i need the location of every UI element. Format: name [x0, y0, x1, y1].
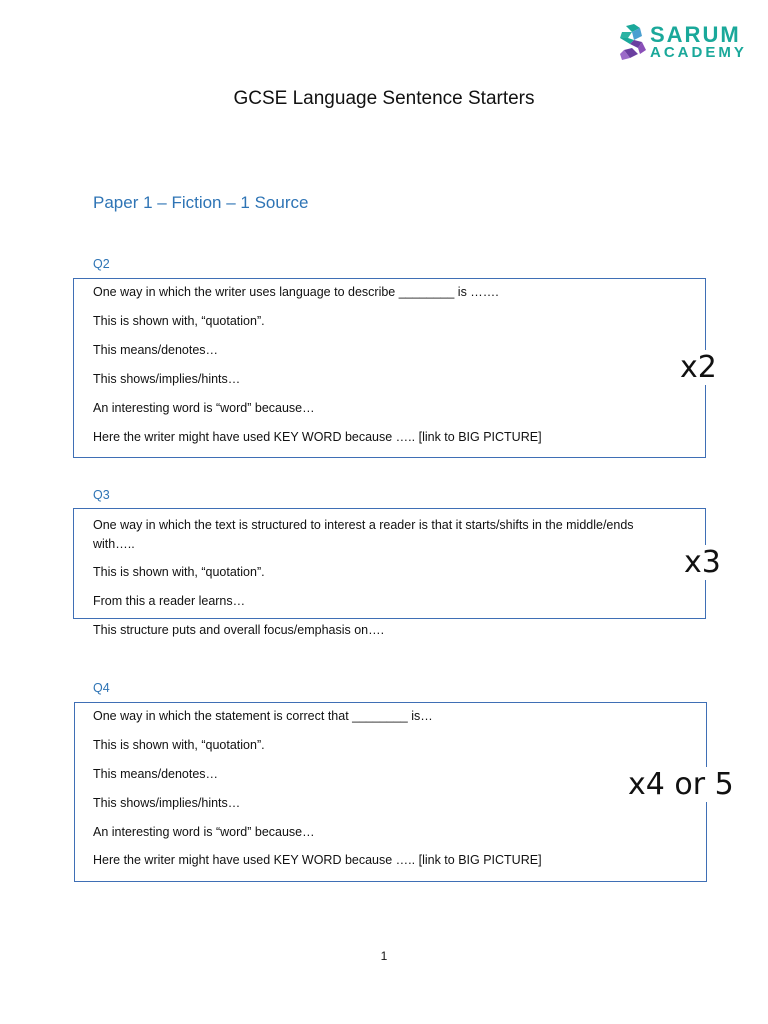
q4-line-2: This is shown with, “quotation”. [93, 738, 265, 752]
q3-label: Q3 [93, 488, 110, 502]
q4-line-6: Here the writer might have used KEY WORD because ….. [link to BIG PICTURE] [93, 853, 542, 867]
logo-word-sarum: SARUM [650, 22, 741, 47]
q3-line-2: This is shown with, “quotation”. [93, 565, 265, 579]
q4-multiplier: x4 or 5 [624, 767, 738, 802]
q2-line-2: This is shown with, “quotation”. [93, 314, 265, 328]
q4-label: Q4 [93, 681, 110, 695]
q2-line-4: This shows/implies/hints… [93, 372, 241, 386]
q4-line-5: An interesting word is “word” because… [93, 825, 315, 839]
q3-line-1: One way in which the text is structured to interest a reader is that it starts/shifts in the middle/ends with….. [93, 518, 634, 551]
page-number: 1 [380, 949, 388, 963]
q4-line-1: One way in which the statement is correct that ________ is… [93, 709, 433, 723]
section-heading: Paper 1 – Fiction – 1 Source [93, 193, 309, 212]
q3-line-4: This structure puts and overall focus/emphasis on…. [93, 623, 385, 637]
q3-line-3: From this a reader learns… [93, 594, 246, 608]
q2-line-3: This means/denotes… [93, 343, 219, 357]
logo-word-academy: ACADEMY [650, 44, 747, 61]
q2-label: Q2 [93, 257, 110, 271]
sarum-academy-logo [620, 24, 750, 62]
logo-s-mark-icon [620, 24, 646, 60]
document-title: GCSE Language Sentence Starters [233, 88, 535, 109]
q2-multiplier: x2 [676, 350, 721, 385]
q2-line-6: Here the writer might have used KEY WORD because ….. [link to BIG PICTURE] [93, 430, 542, 444]
q3-multiplier: x3 [680, 545, 725, 580]
q4-line-3: This means/denotes… [93, 767, 219, 781]
q2-line-5: An interesting word is “word” because… [93, 401, 315, 415]
q4-line-4: This shows/implies/hints… [93, 796, 241, 810]
q2-line-1: One way in which the writer uses language to describe ________ is ……. [93, 285, 499, 299]
